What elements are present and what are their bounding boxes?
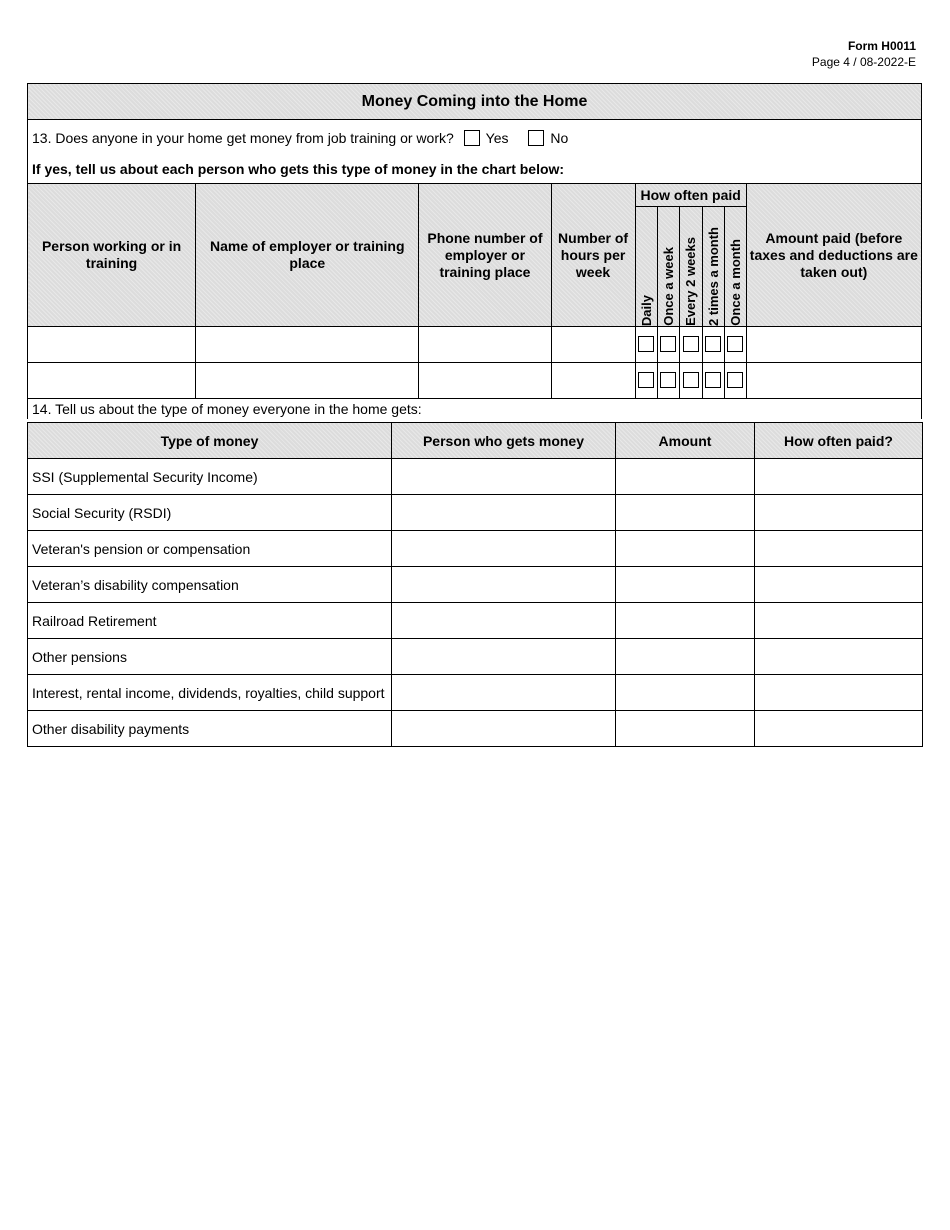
freq-once-a-week-header: Once a week [657,207,679,327]
money-type-label: Other pensions [28,639,392,675]
freq-every-2-weeks-header: Every 2 weeks [679,207,702,327]
money-type-label: Other disability payments [28,711,392,747]
instruction-text: If yes, tell us about each person who gets this type of money in the chart below: [28,155,922,184]
yes-checkbox[interactable] [464,130,480,146]
table-row [28,711,923,747]
col-person-header: Person working or in training [28,184,196,327]
money-type-label: Veteran's pension or compensation [28,531,392,567]
person-field[interactable] [392,495,616,531]
question-13 [28,120,922,156]
phone-field[interactable] [419,327,551,363]
col-amount-header: Amount [616,423,755,459]
amount-field[interactable] [616,675,755,711]
employer-field[interactable] [196,327,419,363]
how-often-field[interactable] [755,495,923,531]
how-often-field[interactable] [755,675,923,711]
form-id: Form H0011 [847,39,916,53]
person-field[interactable] [392,639,616,675]
table-row [28,639,923,675]
person-field[interactable] [392,459,616,495]
employer-field[interactable] [196,363,419,399]
amount-field[interactable] [746,363,921,399]
person-field[interactable] [28,327,196,363]
work-row [28,327,922,363]
money-types-table [27,422,923,747]
money-type-label: Social Security (RSDI) [28,495,392,531]
how-often-field[interactable] [755,603,923,639]
col-hours-header: Number of hours per week [551,184,635,327]
work-row [28,363,922,399]
page-info: Page 4 / 08-2022-E [811,55,916,69]
money-type-label: Interest, rental income, dividends, royalties, child support [28,675,392,711]
col-amount-header: Amount paid (before taxes and deductions are taken out) [746,184,921,327]
person-field[interactable] [392,675,616,711]
how-often-field[interactable] [755,459,923,495]
how-often-field[interactable] [755,639,923,675]
phone-field[interactable] [419,363,551,399]
person-field[interactable] [392,531,616,567]
how-often-field[interactable] [755,711,923,747]
hours-field[interactable] [551,363,635,399]
freq-once-a-month-header: Once a month [724,207,746,327]
amount-field[interactable] [616,459,755,495]
amount-field[interactable] [746,327,921,363]
daily-checkbox[interactable] [638,336,654,352]
work-income-table [27,83,922,419]
person-field[interactable] [392,567,616,603]
person-field[interactable] [392,603,616,639]
freq-2-times-a-month-header: 2 times a month [702,207,724,327]
amount-field[interactable] [616,639,755,675]
how-often-paid-header: How often paid [635,184,746,207]
how-often-field[interactable] [755,531,923,567]
yes-label: Yes [485,129,509,146]
amount-field[interactable] [616,603,755,639]
amount-field[interactable] [616,567,755,603]
once-a-week-checkbox[interactable] [660,336,676,352]
col-employer-header: Name of employer or training place [196,184,419,327]
person-field[interactable] [392,711,616,747]
person-field[interactable] [28,363,196,399]
table-row [28,567,923,603]
amount-field[interactable] [616,711,755,747]
table-row [28,675,923,711]
amount-field[interactable] [616,531,755,567]
freq-daily-header: Daily [635,207,657,327]
money-type-label: Railroad Retirement [28,603,392,639]
table-row [28,459,923,495]
amount-field[interactable] [616,495,755,531]
every-2-weeks-checkbox[interactable] [683,372,699,388]
once-a-month-checkbox[interactable] [727,336,743,352]
no-checkbox[interactable] [528,130,544,146]
2-times-a-month-checkbox[interactable] [705,336,721,352]
question-14: 14. Tell us about the type of money everyone in the home gets: [28,399,922,420]
table-row [28,531,923,567]
table-row [28,495,923,531]
money-type-label: SSI (Supplemental Security Income) [28,459,392,495]
once-a-week-checkbox[interactable] [660,372,676,388]
2-times-a-month-checkbox[interactable] [705,372,721,388]
how-often-field[interactable] [755,567,923,603]
daily-checkbox[interactable] [638,372,654,388]
section-title: Money Coming into the Home [28,84,922,120]
col-person-who-gets-money-header: Person who gets money [392,423,616,459]
hours-field[interactable] [551,327,635,363]
table-row [28,603,923,639]
once-a-month-checkbox[interactable] [727,372,743,388]
question-13-text: 13. Does anyone in your home get money from job training or work? [32,129,454,146]
money-type-label: Veteran’s disability compensation [28,567,392,603]
no-label: No [550,129,569,146]
col-type-of-money-header: Type of money [28,423,392,459]
every-2-weeks-checkbox[interactable] [683,336,699,352]
col-phone-header: Phone number of employer or training place [419,184,551,327]
col-how-often-paid-header: How often paid? [755,423,923,459]
